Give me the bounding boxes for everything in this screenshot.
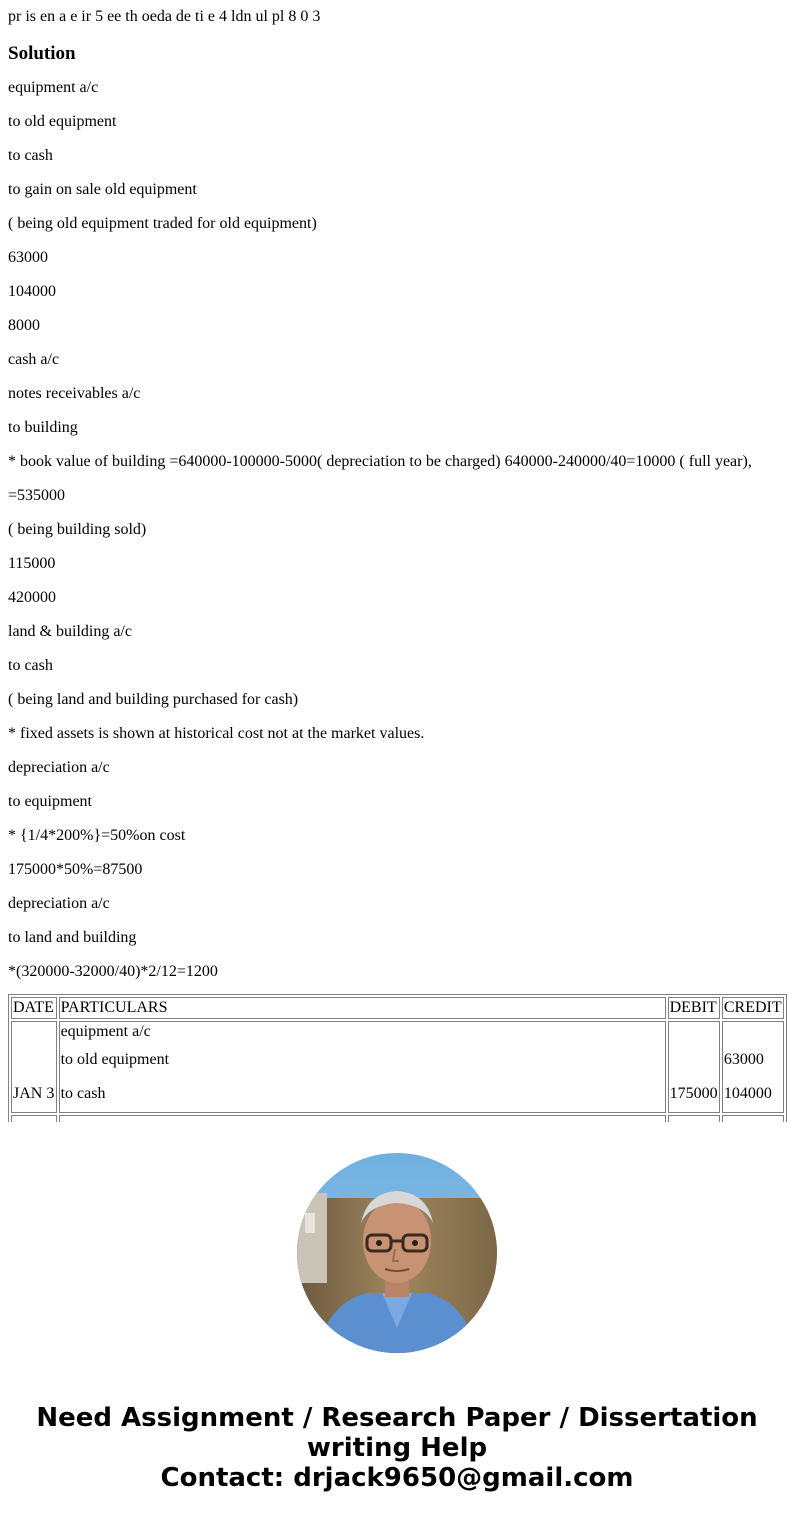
avatar-photo: [297, 1153, 497, 1353]
table-cell: [11, 1115, 57, 1122]
solution-line: to cash: [8, 657, 53, 674]
solution-heading: Solution: [8, 43, 76, 64]
solution-line: land & building a/c: [8, 623, 132, 640]
footer-contact: Contact: drjack9650@gmail.com: [160, 1463, 634, 1493]
solution-line: ( being old equipment traded for old equipment): [8, 215, 317, 232]
particulars-line: equipment a/c: [60, 1023, 151, 1040]
date-value: JAN 3: [13, 1085, 55, 1102]
table-header-row: [11, 997, 784, 1019]
debit-value: 175000: [669, 1085, 718, 1102]
solution-line: 8000: [8, 317, 40, 334]
footer-line: writing Help: [306, 1433, 488, 1463]
particulars-line: to old equipment: [60, 1051, 170, 1068]
solution-line: notes receivables a/c: [8, 385, 141, 402]
solution-line: 63000: [8, 249, 48, 266]
row-date: [11, 1021, 57, 1113]
table-cell: [668, 1115, 720, 1122]
header-credit: CREDIT: [722, 997, 784, 1019]
row-debit: [668, 1021, 720, 1113]
solution-line: to gain on sale old equipment: [8, 181, 197, 198]
header-particulars: PARTICULARS: [59, 997, 666, 1019]
footer-banner: [0, 1403, 794, 1493]
solution-line: ( being land and building purchased for cash): [8, 691, 299, 708]
solution-line: cash a/c: [8, 351, 60, 368]
journal-table: [8, 994, 787, 1122]
table-row: [11, 1115, 784, 1122]
table-cell: [722, 1115, 784, 1122]
solution-line: to old equipment: [8, 113, 117, 130]
solution-line: to land and building: [8, 929, 137, 946]
solution-line: 420000: [8, 589, 56, 606]
avatar: [297, 1153, 497, 1353]
solution-line: * book value of building =640000-100000-5000( depreciation to be charged) 640000-240000/40=10000 ( full year),: [8, 453, 752, 470]
solution-line: depreciation a/c: [8, 759, 110, 776]
solution-line: *(320000-32000/40)*2/12=1200: [8, 963, 218, 980]
solution-line: * fixed assets is shown at historical cost not at the market values.: [8, 725, 425, 742]
solution-line: to equipment: [8, 793, 92, 810]
solution-line: 115000: [8, 555, 56, 572]
solution-line: =535000: [8, 487, 66, 504]
footer-line: Need Assignment / Research Paper / Dissertation: [36, 1403, 758, 1433]
row-particulars: [59, 1021, 666, 1113]
header-date: DATE: [11, 997, 57, 1019]
solution-line: to cash: [8, 147, 53, 164]
table-row: [11, 1021, 784, 1113]
solution-line: 175000*50%=87500: [8, 861, 143, 878]
solution-line: ( being building sold): [8, 521, 147, 538]
row-credit: [722, 1021, 784, 1113]
credit-value: 63000: [723, 1051, 764, 1068]
solution-line: depreciation a/c: [8, 895, 110, 912]
particulars-line: to cash: [60, 1085, 106, 1102]
header-debit: DEBIT: [668, 997, 720, 1019]
solution-line: 104000: [8, 283, 56, 300]
solution-line: to building: [8, 419, 78, 436]
solution-lines: [8, 71, 788, 989]
intro-text: pr is en a e ir 5 ee th oeda de ti e 4 ldn ul pl 8 0 3: [8, 8, 321, 25]
table-cell: [59, 1115, 666, 1122]
document-content: [8, 0, 788, 1122]
solution-line: * {1/4*200%}=50%on cost: [8, 827, 186, 844]
solution-line: equipment a/c: [8, 79, 99, 96]
credit-value: 104000: [723, 1085, 772, 1102]
